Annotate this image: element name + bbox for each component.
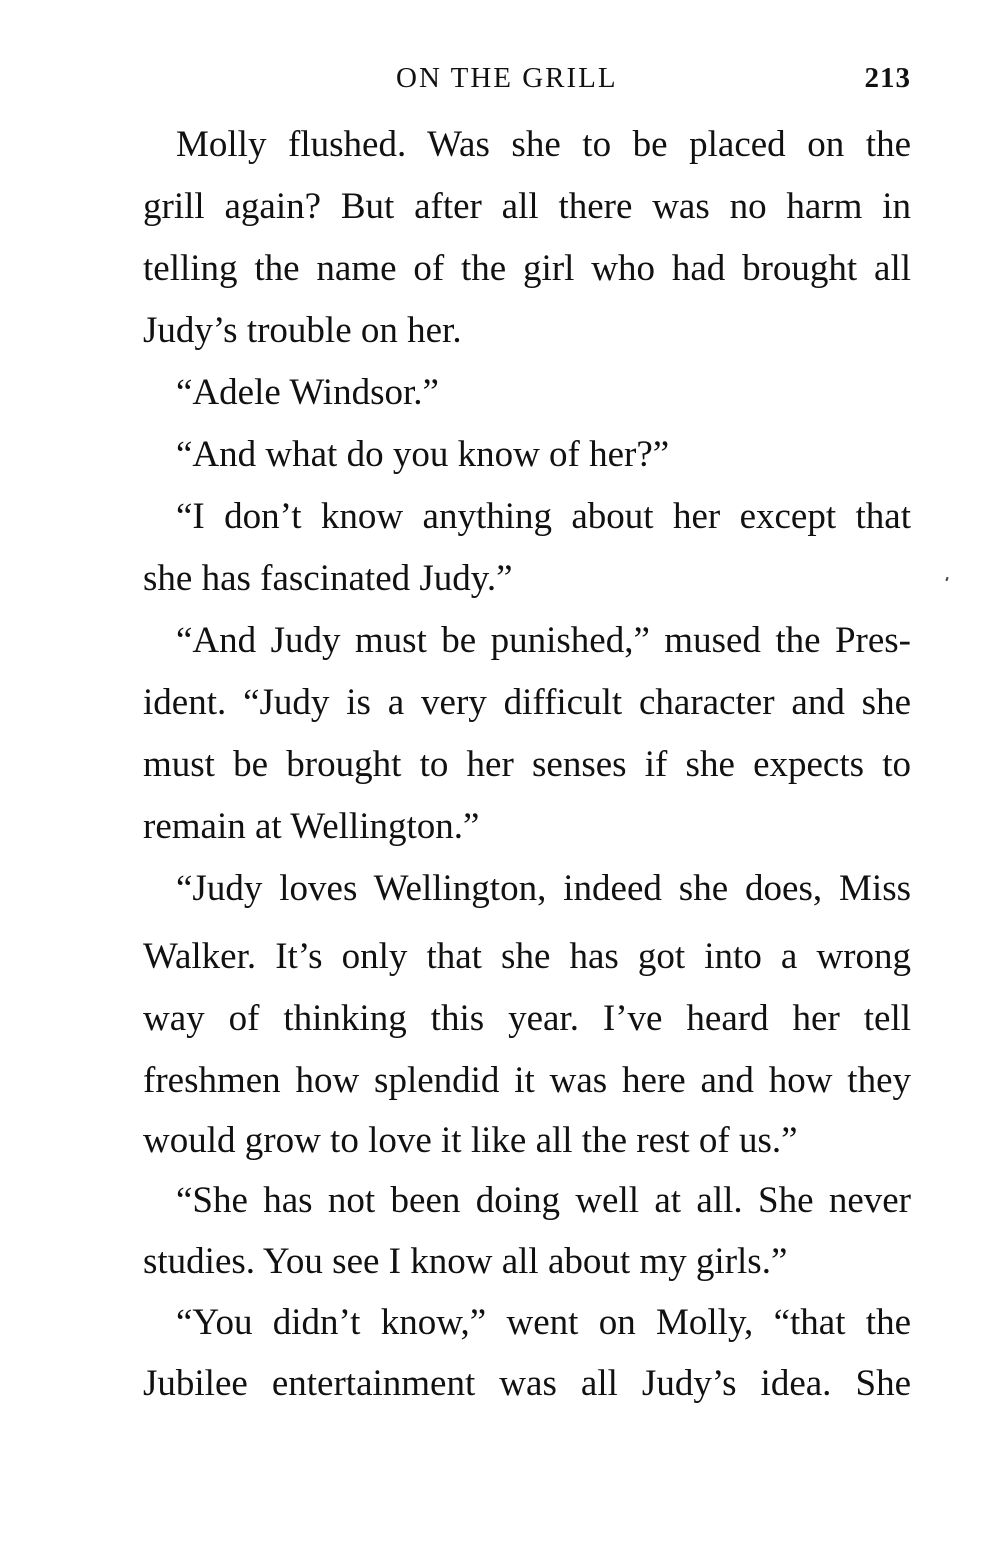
text-line: way of thinking this year. I’ve heard her tell	[143, 998, 911, 1039]
text-line: ident. “Judy is a very difficult character and she	[143, 682, 911, 723]
text-line: would grow to love it like all the rest of us.”	[143, 1120, 798, 1161]
text-line: grill again? But after all there was no harm in	[143, 186, 911, 227]
text-line: remain at Wellington.”	[143, 806, 480, 847]
text-line: she has fascinated Judy.”	[143, 558, 513, 599]
text-line: “And Judy must be punished,” mused the Pres-	[176, 620, 911, 661]
text-line: studies. You see I know all about my girls.”	[143, 1241, 788, 1282]
text-line: “I don’t know anything about her except that	[176, 496, 911, 537]
text-line: “You didn’t know,” went on Molly, “that the	[176, 1302, 911, 1343]
text-line: must be brought to her senses if she expects to	[143, 744, 911, 785]
text-line: Walker. It’s only that she has got into a wrong	[143, 936, 911, 977]
text-line: “Judy loves Wellington, indeed she does, Miss	[176, 868, 911, 909]
text-line: telling the name of the girl who had brought all	[143, 248, 911, 289]
text-line: Jubilee entertainment was all Judy’s idea. She	[143, 1363, 911, 1404]
scan-speck	[945, 577, 948, 581]
text-line: “Adele Windsor.”	[176, 372, 439, 413]
running-head	[143, 58, 911, 98]
text-line: Judy’s trouble on her.	[143, 310, 462, 351]
page-number: 213	[864, 62, 911, 94]
text-line: Molly flushed. Was she to be placed on the	[176, 124, 911, 165]
chapter-title: ON THE GRILL	[396, 62, 618, 94]
text-line: freshmen how splendid it was here and how they	[143, 1060, 911, 1101]
text-line: “She has not been doing well at all. She never	[176, 1180, 911, 1221]
text-line: “And what do you know of her?”	[176, 434, 670, 475]
